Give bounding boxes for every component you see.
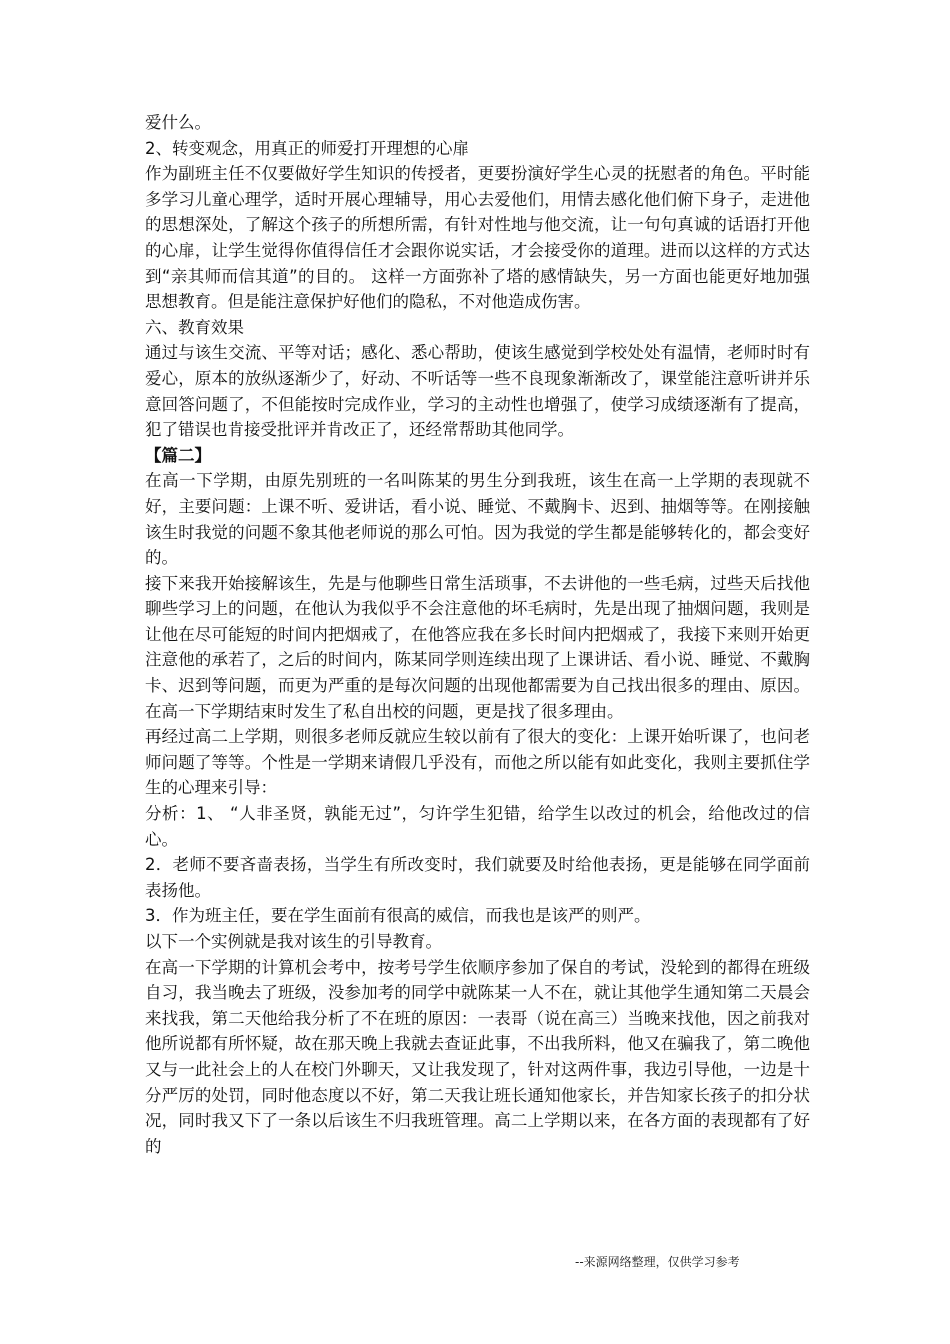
paragraph-intro: 在高一下学期，由原先别班的一名叫陈某的男生分到我班，该生在高一上学期的表现就不好，主要问题：上课不听、爱讲话，看小说、睡觉、不戴胸卡、迟到、抽烟等等。在刚接触该生时我觉的问题不象其他老师说的那么可怕。因为我觉的学生都是能够转化的，都会变好的。 (145, 471, 810, 568)
analysis-item-1: 分析：1、 “人非圣贤，孰能无过”，匀许学生犯错，给学生以改过的机会，给他改过的信心。 (145, 804, 810, 849)
paragraph-role: 作为副班主任不仅要做好学生知识的传授者，更要扮演好学生心灵的抚慰者的角色。平时能多学习儿童心理学，适时开展心理辅导，用心去爱他们，用情去感化他们俯下身子，走进他的思想深处，了解这个孩子的所想所需，有针对性地与他交流，让一句句真诚的话语打开他的心扉，让学生觉得你值得信任才会跟你说实话，才会接受你的道理。进而以这样的方式达到“亲其师而信其道”的目的。 这样一方面弥补了塔的感情缺失，另一方面也能更好地加强思想教育。但是能注意保护好他们的隐私，不对他造成伤害。 (145, 164, 810, 312)
paragraph-effect: 通过与该生交流、平等对话；感化、悉心帮助，使该生感觉到学校处处有温情，老师时时有爱心，原本的放纵逐渐少了，好动、不听话等一些不良现象渐渐改了，课堂能注意听讲并乐意回答问题了，不但能按时完成作业，学习的主动性也增强了，使学习成绩逐渐有了提高，犯了错误也肯接受批评并肯改正了，还经常帮助其他同学。 (145, 343, 810, 440)
page-footer: --来源网络整理，仅供学习参考 (575, 1255, 740, 1269)
analysis-item-3: 3．作为班主任，要在学生面前有很高的威信，而我也是该严的则严。 (145, 906, 651, 926)
paragraph-example-intro: 以下一个实例就是我对该生的引导教育。 (145, 932, 442, 951)
paragraph-change: 再经过高二上学期，则很多老师反就应生较以前有了很大的变化：上课开始听课了，也问老师问题了等等。个性是一学期来请假几乎没有，而他之所以能有如此变化，我则主要抓住学生的心理来引导： (145, 727, 810, 798)
document-body (145, 110, 810, 1159)
paragraph-example: 在高一下学期的计算机会考中，按考号学生依顺序参加了保自的考试，没轮到的都得在班级自习，我当晚去了班级，没参加考的同学中就陈某一人不在，就让其他学生通知第二天晨会来找我，第二天他给我分析了不在班的原因：一表哥（说在高三）当晚来找他，因之前我对他所说都有所怀疑，故在那天晚上我就去查证此事，不出我所料，他又在骗我了，第二晚他又与一此社会上的人在校门外聊天，又让我发现了，针对这两件事，我边引导他，一边是十分严厉的处罚，同时他态度以不好，第二天我让班长通知他家长，并告知家长孩子的扣分状况，同时我又下了一条以后该生不归我班管理。高二上学期以来，在各方面的表现都有了好的 (145, 957, 810, 1156)
analysis-item-2: 2．老师不要吝啬表扬，当学生有所改变时，我们就要及时给他表扬，更是能够在同学面前表扬他。 (145, 855, 810, 900)
article-heading-part2: 【篇二】 (145, 445, 211, 465)
paragraph-continuation: 爱什么。 (145, 113, 211, 132)
section-heading-2: 2、转变观念，用真正的师爱打开理想的心扉 (145, 138, 469, 158)
section-heading-6: 六、教育效果 (145, 317, 244, 337)
paragraph-process: 接下来我开始接解该生，先是与他聊些日常生活琐事，不去讲他的一些毛病，过些天后找他聊些学习上的问题，在他认为我似乎不会注意他的坏毛病时，先是出现了抽烟问题，我则是让他在尽可能短的时间内把烟戒了，在他答应我在多长时间内把烟戒了，我接下来则开始更注意他的承若了，之后的时间内，陈某同学则连续出现了上课讲话、看小说、睡觉、不戴胸卡、迟到等问题，而更为严重的是每次问题的出现他都需要为自己找出很多的理由、原因。在高一下学期结束时发生了私自出校的问题，更是找了很多理由。 (145, 573, 810, 721)
